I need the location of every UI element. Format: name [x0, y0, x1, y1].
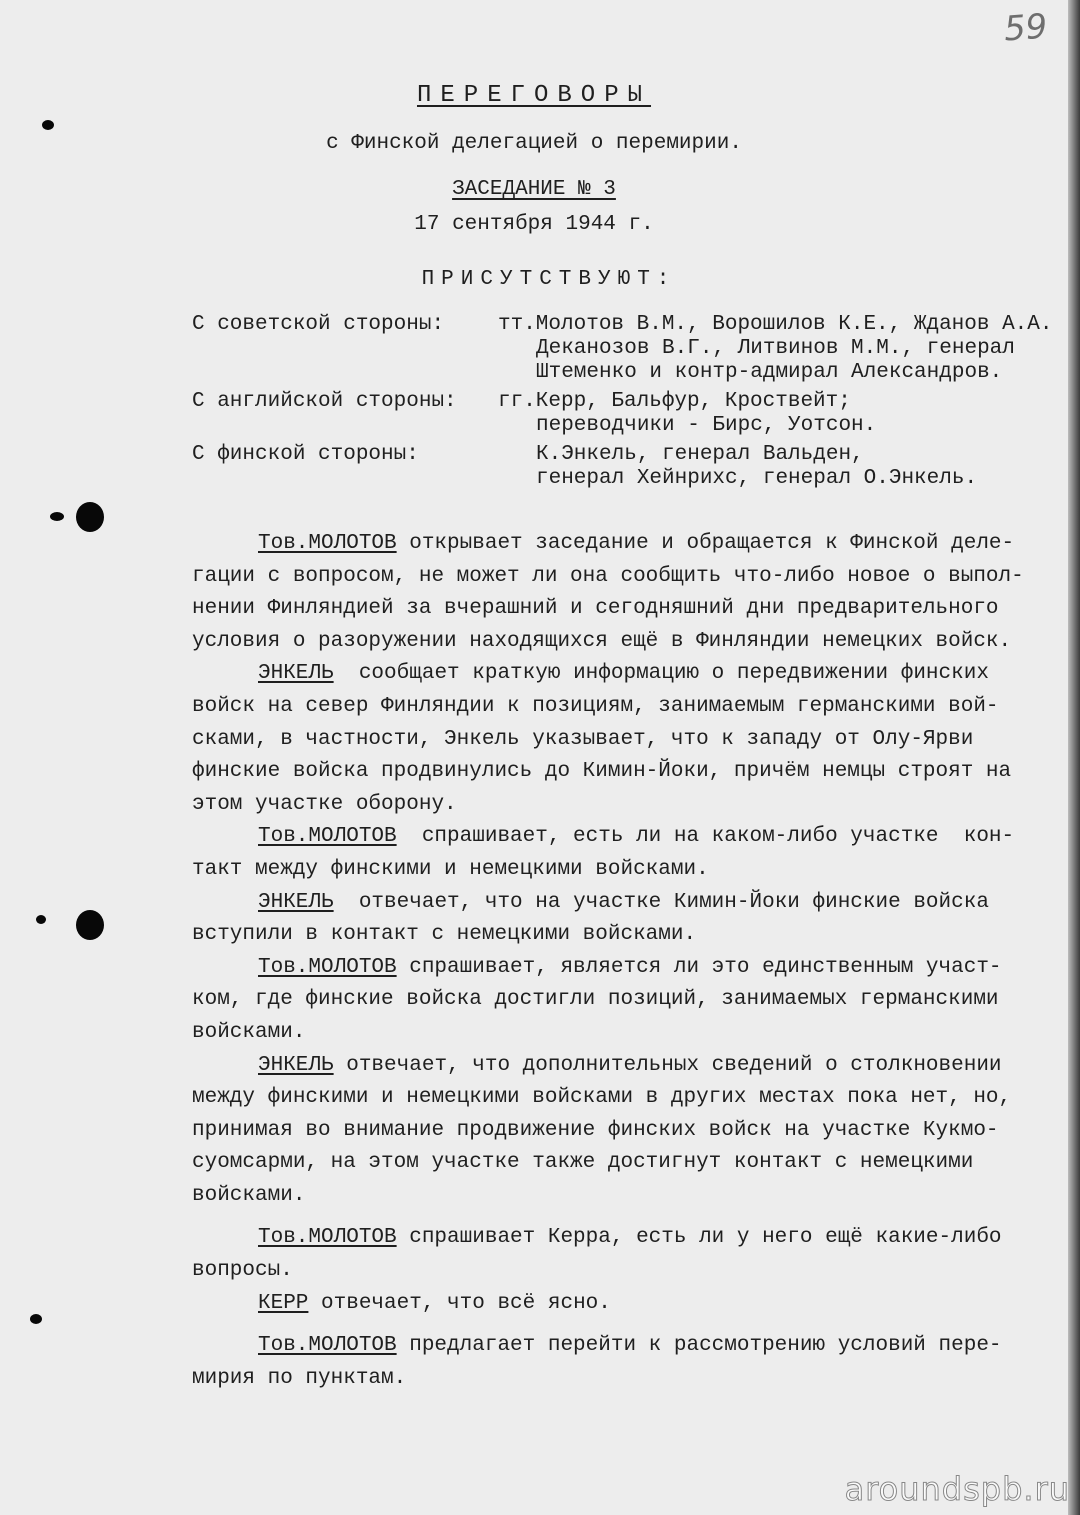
speech-line: принимая во внимание продвижение финских войск на участке Кукмо-	[192, 1118, 999, 1142]
attendee-names-finnish	[498, 443, 977, 491]
speech-text: открывает заседание и обращается к Финской деле-	[396, 532, 1015, 555]
punch-hole	[30, 1314, 42, 1324]
speech-line: между финскими и немецкими войсками в других местах пока нет, но,	[192, 1086, 1012, 1110]
attendee-line: К.Энкель, генерал Вальден,	[536, 443, 864, 466]
speech-line: сками, в частности, Энкель указывает, что к западу от Олу-Ярви	[192, 727, 974, 751]
speech-first-line	[192, 1288, 1057, 1321]
attendee-line: тт.Молотов В.М., Ворошилов К.Е., Жданов А.А.	[498, 313, 1053, 336]
speech-paragraph	[192, 952, 1057, 1050]
speech-line: войсками.	[192, 1183, 306, 1207]
speaker-name: Тов.МОЛОТОВ	[258, 1334, 397, 1358]
speech-line: ком, где финские войска достигли позиций, занимаемых германскими	[192, 988, 999, 1012]
speech-first-line	[192, 528, 1057, 561]
speech-line: вопросы.	[192, 1259, 293, 1283]
speech-text: отвечает, что дополнительных сведений о столкновении	[333, 1053, 1002, 1077]
punch-hole	[36, 915, 46, 924]
punch-hole	[50, 512, 64, 521]
speech-paragraph	[192, 528, 1057, 658]
attendee-line: гг.Керр, Бальфур, Кроствейт;	[498, 390, 851, 413]
punch-hole	[42, 120, 54, 130]
speech-first-line	[192, 658, 1057, 691]
attendee-line: Деканозов В.Г., Литвинов М.М., генерал	[536, 337, 1015, 360]
speech-first-line	[192, 1222, 1057, 1255]
speech-text: предлагает перейти к рассмотрению условий пере-	[396, 1334, 1002, 1358]
speaker-name: ЭНКЕЛЬ	[258, 890, 334, 914]
speech-paragraph	[192, 658, 1057, 821]
speech-line: финские войска продвинулись до Кимин-Йоки, причём немцы строят на	[192, 760, 1012, 784]
speech-paragraph	[192, 1222, 1057, 1287]
speaker-name: КЕРР	[258, 1291, 309, 1315]
speech-text: спрашивает, есть ли на каком-либо участке кон-	[396, 825, 1015, 849]
speaker-name: Тов.МОЛОТОВ	[258, 532, 397, 555]
minutes-body	[192, 528, 1057, 1395]
attendee-side-soviet: С советской стороны:	[192, 313, 445, 336]
attendee-line: Штеменко и контр-адмирал Александров.	[536, 361, 1003, 384]
speech-text: отвечает, что всё ясно.	[308, 1291, 611, 1315]
present-heading: ПРИСУТСТВУЮТ:	[421, 268, 677, 291]
speaker-name: ЭНКЕЛЬ	[258, 662, 334, 686]
speaker-name: Тов.МОЛОТОВ	[258, 955, 397, 979]
speech-line: такт между финскими и немецкими войсками.	[192, 857, 709, 881]
attendee-names-british	[498, 390, 876, 438]
document-subtitle: с Финской делегацией о перемирии.	[326, 132, 742, 155]
speech-first-line	[192, 887, 1057, 920]
speech-first-line	[192, 821, 1057, 854]
folio-number: 59	[1002, 6, 1049, 50]
punch-hole	[76, 910, 104, 940]
session-date: 17 сентября 1944 г.	[414, 213, 654, 236]
speech-paragraph	[192, 1050, 1057, 1213]
attendee-line: переводчики - Бирс, Уотсон.	[536, 414, 877, 437]
attendee-side-british: С английской стороны:	[192, 390, 457, 413]
document-title: ПЕРЕГОВОРЫ	[416, 82, 652, 109]
speech-paragraph	[192, 1330, 1057, 1395]
speech-first-line	[192, 1330, 1057, 1363]
speech-line: суомсарми, на этом участке также достигнут контакт с немецкими	[192, 1151, 974, 1175]
speech-text: спрашивает, является ли это единственным участ-	[396, 955, 1002, 979]
speech-text: отвечает, что на участке Кимин-Йоки финские войска	[333, 890, 989, 914]
speech-paragraph	[192, 887, 1057, 952]
punch-hole	[76, 502, 104, 532]
speaker-name: Тов.МОЛОТОВ	[258, 1226, 397, 1250]
speech-paragraph	[192, 821, 1057, 886]
attendee-side-finnish: С финской стороны:	[192, 443, 419, 466]
session-number: ЗАСЕДАНИЕ № 3	[452, 178, 616, 201]
attendee-line: генерал Хейнрихс, генерал О.Энкель.	[536, 467, 978, 490]
scan-edge	[1068, 0, 1080, 1515]
speech-line: гации с вопросом, не может ли она сообщить что-либо новое о выпол-	[192, 564, 1024, 588]
speech-line: войсками.	[192, 1020, 306, 1044]
speaker-name: Тов.МОЛОТОВ	[258, 825, 397, 849]
speech-text: спрашивает Керра, есть ли у него ещё какие-либо	[396, 1226, 1002, 1250]
speech-line: войск на север Финляндии к позициям, занимаемым германскими вой-	[192, 694, 999, 718]
speech-first-line	[192, 1050, 1057, 1083]
speech-text: сообщает краткую информацию о передвижении финских	[333, 662, 989, 686]
speech-line: условия о разоружении находящихся ещё в Финляндии немецких войск.	[192, 629, 1012, 653]
watermark: aroundspb.ru	[844, 1470, 1070, 1508]
speech-line: этом участке оборону.	[192, 792, 457, 816]
speech-first-line	[192, 952, 1057, 985]
speech-line: нении Финляндией за вчерашний и сегодняшний дни предварительного	[192, 597, 999, 621]
speech-line: мирия по пунктам.	[192, 1366, 407, 1390]
attendee-names-soviet	[498, 313, 1053, 385]
speech-paragraph	[192, 1288, 1057, 1321]
speaker-name: ЭНКЕЛЬ	[258, 1053, 334, 1077]
speech-line: вступили в контакт с немецкими войсками.	[192, 923, 697, 947]
